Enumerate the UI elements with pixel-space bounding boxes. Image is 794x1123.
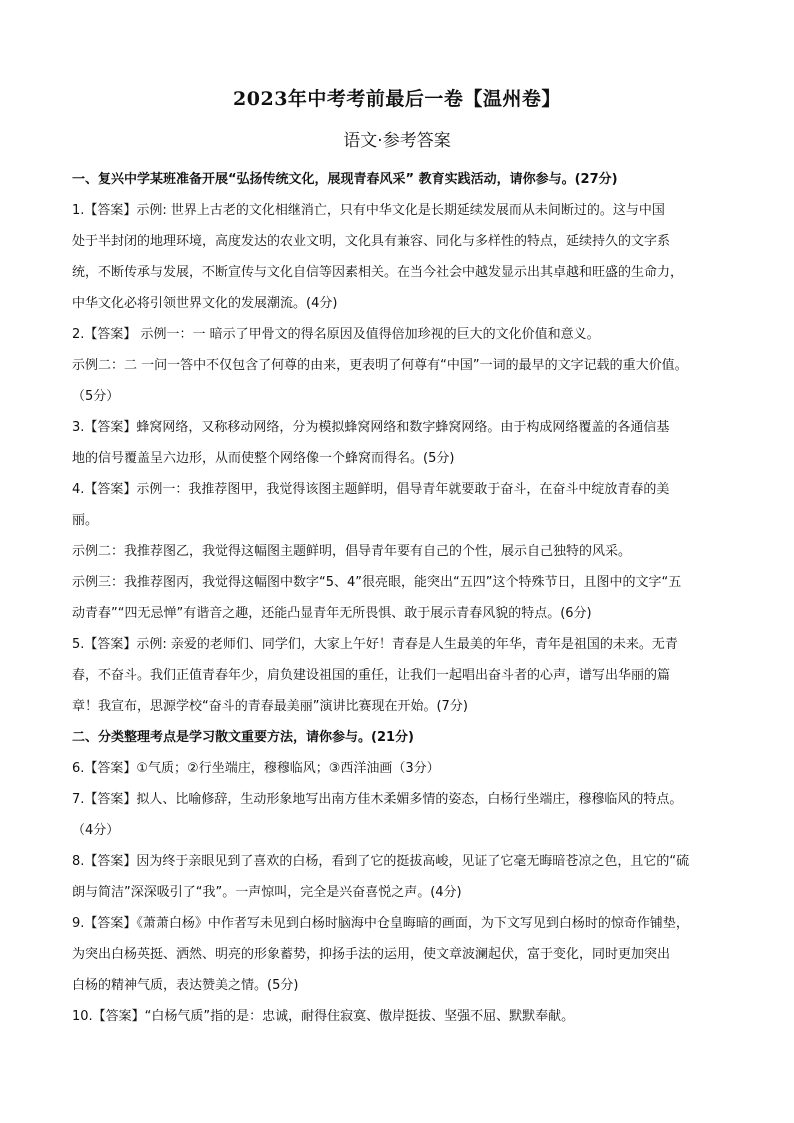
answer-5-line: 章！我宣布，思源学校“奋斗的青春最美丽”演讲比赛现在开始。(7分)	[72, 699, 468, 714]
answer-8-line: 8.【答案】因为终于亲眼见到了喜欢的白杨，看到了它的挺拔高峻，见证了它毫无晦暗苍凉之色，且它的“硫	[72, 854, 690, 869]
answer-5-line: 春，不奋斗。我们正值青春年少，肩负建设祖国的重任，让我们一起唱出奋斗者的心声，谱写出华丽的篇	[72, 668, 671, 683]
answer-4-line: 示例三：我推荐图丙，我觉得这幅图中数字“5、4”很亮眼，能突出“五四”这个特殊节日，且图中的文字“五	[72, 575, 682, 590]
answer-9-line: 为突出白杨英挺、洒然、明亮的形象蓄势，抑扬手法的运用，使文章波澜起伏，富于变化，同时更加突出	[72, 947, 671, 962]
section-heading-one: 一、复兴中学某班准备开展“弘扬传统文化，展现青春风采” 教育实践活动，请你参与。(27分)	[72, 172, 618, 187]
answer-1-line: 处于半封闭的地理环境，高度发达的农业文明，文化具有兼容、同化与多样性的特点，延续持久的文字系	[72, 234, 671, 249]
answer-5-line: 5.【答案】示例: 亲爱的老师们、同学们，大家上午好！青春是人生最美的年华，青年是祖国的未来。无青	[72, 637, 678, 652]
page-title: 2023年中考考前最后一卷【温州卷】	[233, 88, 561, 110]
answer-3-line: 3.【答案】蜂窝网络，又称移动网络，分为模拟蜂窝网络和数字蜂窝网络。由于构成网络覆盖的各通信基	[72, 420, 670, 435]
answer-content	[72, 164, 732, 1032]
answer-2-line: 2.【答案】 示例一：一 暗示了甲骨文的得名原因及值得倍加珍视的巨大的文化价值和意义。	[72, 327, 600, 342]
answer-8-line: 朗与简洁”深深吸引了“我”。一声惊叫，完全是兴奋喜悦之声。(4分)	[72, 885, 462, 900]
answer-1-line: 统，不断传承与发展，不断宣传与文化自信等因素相关。在当今社会中越发显示出其卓越和旺盛的生命力，	[72, 265, 684, 280]
answer-9-line: 9.【答案】《萧萧白杨》中作者写未见到白杨时脑海中仓皇晦暗的画面，为下文写见到白杨时的惊奇作铺垫，	[72, 916, 689, 931]
answer-1-line: 中华文化必将引领世界文化的发展潮流。(4分)	[72, 296, 338, 311]
answer-4-line: 丽。	[72, 513, 99, 528]
answer-7-line: 7.【答案】拟人、比喻修辞，生动形象地写出南方佳木柔媚多情的姿态，白杨行坐端庄，穆穆临风的特点。	[72, 792, 683, 807]
answer-4-line: 4.【答案】示例一：我推荐图甲，我觉得该图主题鲜明，倡导青年就要敢于奋斗，在奋斗中绽放青春的美	[72, 482, 670, 497]
answer-4-line: 示例二：我推荐图乙，我觉得这幅图主题鲜明，倡导青年要有自己的个性，展示自己独特的风采。	[72, 544, 632, 559]
answer-7-line: （4分）	[72, 823, 120, 838]
answer-9-line: 白杨的精神气质，表达赞美之情。(5分)	[72, 978, 299, 993]
answer-1-line: 1.【答案】示例: 世界上古老的文化相继消亡，只有中华文化是长期延续发展而从未间断过的。这与中国	[72, 203, 665, 218]
answer-2-line: （5分）	[72, 389, 120, 404]
answer-4-line: 动青春”“四无忌惮”有谐音之趣，还能凸显青年无所畏惧、敢于展示青春风貌的特点。(6分)	[72, 606, 592, 621]
section-heading-two: 二、分类整理考点是学习散文重要方法，请你参与。(21分)	[72, 730, 414, 745]
answer-6-line: 6.【答案】①气质；②行坐端庄，穆穆临风；③西洋油画（3分）	[72, 761, 440, 776]
answer-3-line: 地的信号覆盖呈六边形，从而使整个网络像一个蜂窝而得名。(5分)	[72, 451, 455, 466]
answer-2-line: 示例二：二 一问一答中不仅包含了何尊的由来，更表明了何尊有“中国”一词的最早的文字记载的重大价值。	[72, 358, 688, 373]
answer-10-line: 10.【答案】“白杨气质”指的是：忠诚，耐得住寂寞、傲岸挺拔、坚强不屈、默默奉献。	[72, 1009, 575, 1024]
page-subtitle: 语文·参考答案	[343, 131, 451, 151]
